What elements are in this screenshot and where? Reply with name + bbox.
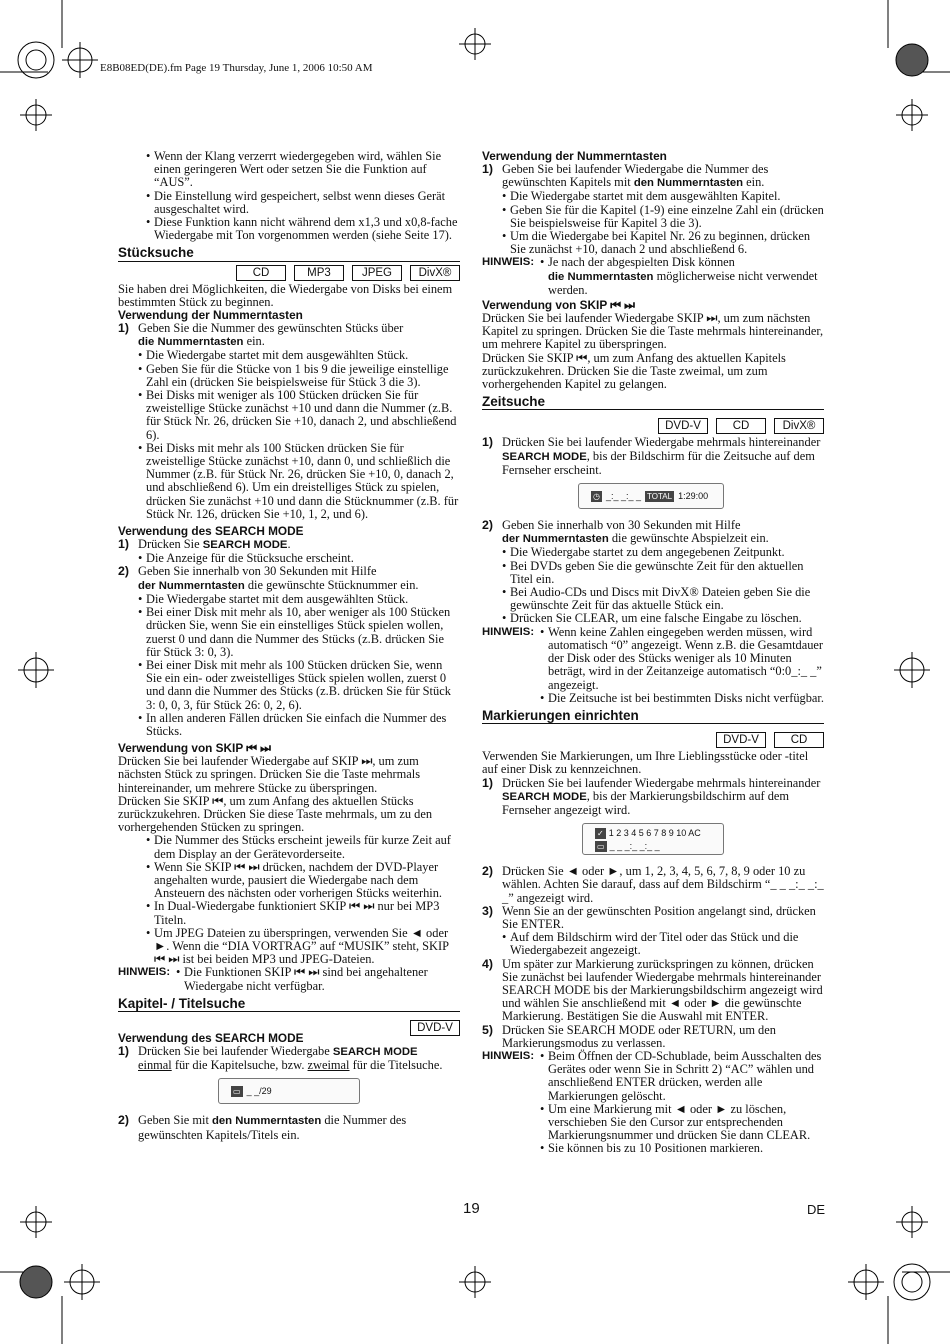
step: 1) Drücken Sie bei laufender Wiedergabe mehrmals hintereinander SEARCH MODE, bis der Bildschirm für die Zeitsuche auf dem Fernseher erscheint. [482, 435, 821, 477]
step: 1) Geben Sie die Nummer des gewünschten Stücks über die Nummerntasten ein. [118, 321, 404, 349]
section-title-stucksuche: Stücksuche [118, 246, 460, 261]
badge-cd: CD [774, 732, 824, 748]
subheading: Verwendung von SKIP ⏮ ⏭ [482, 298, 635, 313]
list-item: • Die Einstellung wird gespeichert, selbst wenn dieses Gerät ausgeschaltet wird. [146, 188, 446, 216]
chapter-icon: ▭ [233, 1086, 241, 1096]
list-item: • Um die Wiedergabe bei Kapitel Nr. 26 zu beginnen, drücken Sie zunächst +10, danach 2 und abschließend 6. [502, 229, 811, 257]
badge-jpeg: JPEG [352, 265, 402, 281]
stucksuche-intro: Sie haben drei Möglichkeiten, die Wiedergabe von Disks bei einem bestimmten Stück zu beginnen. [118, 281, 453, 309]
step: 1) Drücken Sie SEARCH MODE. [118, 537, 291, 552]
list-item: • Bei einer Disk mit mehr als 10, aber weniger als 100 Stücken drücken Sie, wenn Sie ein einstelliges Stück spielen wollen, zuerst 0 und dann die Nummer des Stücks (z.B. drücken Sie für Stück 3: 0, 3). [138, 605, 451, 659]
badge-cd: CD [236, 265, 286, 281]
badge-mp3: MP3 [294, 265, 344, 281]
step: 3) Wenn Sie an der gewünschten Position angelangt sind, drücken Sie ENTER. [482, 903, 816, 931]
list-item: • Bei Audio-CDs und Discs mit DivX® Dateien geben Sie die gewünschte Zeit für das aktuelle Stück ein. [502, 585, 811, 613]
file-info-header: E8B08ED(DE).fm Page 19 Thursday, June 1, 2006 10:50 AM [100, 62, 373, 74]
subheading: Verwendung des SEARCH MODE [118, 524, 304, 539]
badge-divx: DivX® [410, 265, 460, 281]
step: 1) Drücken Sie bei laufender Wiedergabe mehrmals hintereinander SEARCH MODE, bis der Markierungsbildschirm auf dem Fernseher angezeigt wird. [482, 775, 821, 817]
badge-dvd-v: DVD-V [410, 1020, 460, 1036]
hinweis-note: HINWEIS: • Beim Öffnen der CD-Schublade, beim Ausschalten des Gerätes oder wenn Sie in Schritt 2) “AC” wählen und anschließend ENTER drücken, werden alle Markierungen gelöscht. • Um eine Markierung mit ◄ oder ► zu löschen, verschieben Sie den Cursor zur entsprechenden Markierungsnummer und drücken Sie dann CLEAR. • Sie können bis zu 10 Positionen markieren. [482, 1048, 822, 1156]
language-code: DE [807, 1202, 826, 1217]
step: 1) Drücken Sie bei laufender Wiedergabe SEARCH MODE einmal für die Kapitelsuche, bzw. zweimal für die Titelsuche. [118, 1043, 443, 1073]
step: 2) Geben Sie innerhalb von 30 Sekunden mit Hilfe der Nummerntasten die gewünschte Stücknummer ein. [118, 564, 419, 592]
clock-icon: ◷ [593, 491, 600, 501]
list-item: • Die Wiedergabe startet mit dem ausgewählten Kapitel. [502, 189, 781, 204]
badge-dvd-v: DVD-V [716, 732, 766, 748]
title-icon: ▭ [597, 841, 605, 851]
step: 4) Um später zur Markierung zurückspringen zu können, drücken Sie zunächst bei laufender Wiedergabe mehrmals hintereinander SEARCH MODE bis der Markierungsbildschirm angezeigt wird und wählen Sie anschließend mit ◄ oder ► die gewünschte Markierung. Bestätigen Sie die Auswahl mit ENTER. [482, 956, 823, 1024]
subheading: Verwendung von SKIP ⏮ ⏭ [118, 741, 271, 756]
list-item: • Diese Funktion kann nicht während dem x1,3 und x0,8-fache Wiedergabe mit Ton vorgenommen werden (siehe Seite 17). [146, 215, 458, 243]
list-item: • Geben Sie für die Kapitel (1-9) eine einzelne Zahl ein (drücken Sie beispielsweise für Kapitel 3 die 3). [502, 202, 824, 230]
list-item: • Die Wiedergabe startet mit dem ausgewählten Stück. [138, 591, 409, 606]
bullet-list [502, 546, 824, 625]
list-item: • Bei Disks mit weniger als 100 Stücken drücken Sie für zweistellige Stücke zunächst +10 und dann die Nummer (z.B. für Stück Nr. 26, drücken Sie +10, danach 2, und abschließend 6). [138, 388, 457, 442]
marker-icon: ✓ [597, 828, 604, 838]
bullet-list [138, 349, 460, 521]
step: 1) Geben Sie bei laufender Wiedergabe die Nummer des gewünschten Kapitels mit den Nummerntasten ein. [482, 162, 769, 190]
list-item: • Auf dem Bildschirm wird der Titel oder das Stück und die Wiedergabezeit angezeigt. [502, 930, 799, 958]
step: 5) Drücken Sie SEARCH MODE oder RETURN, um den Markierungsmodus zu verlassen. [482, 1022, 776, 1050]
section-title-zeitsuche: Zeitsuche [482, 395, 824, 410]
disc-badges [482, 418, 824, 434]
subheading: Verwendung der Nummerntasten [118, 308, 303, 323]
list-item: • Bei DVDs geben Sie die gewünschte Zeit für den aktuellen Titel ein. [502, 558, 804, 586]
bullet-list [146, 834, 460, 966]
paragraph: Verwenden Sie Markierungen, um Ihre Lieblingsstücke oder -titel auf einer Disk zu kennzeichnen. [482, 749, 809, 777]
list-item: • Die Nummer des Stücks erscheint jeweils für kurze Zeit auf dem Display an der Gerätevorderseite. [146, 833, 451, 861]
list-item: • Die Anzeige für die Stücksuche erscheint. [138, 551, 354, 566]
list-item: • Die Wiedergabe startet zu dem angegebenen Zeitpunkt. [502, 545, 785, 560]
paragraph: Drücken Sie SKIP ⏮, um zum Anfang des aktuellen Stücks zurückzukehren. Drücken Sie diese Taste mehrmals, um zu den vorhergehenden Stücken zu springen. [118, 793, 433, 835]
subheading: Verwendung der Nummerntasten [482, 149, 667, 163]
page-number: 19 [463, 1200, 480, 1217]
step: 2) Geben Sie mit den Nummerntasten die Nummer des gewünschten Kapitels/Titels ein. [118, 1113, 407, 1142]
paragraph: Drücken Sie SKIP ⏮, um zum Anfang des aktuellen Kapitels zurückzukehren. Drücken Sie die Taste zweimal, um zum vorhergehenden Kapitel zu gelangen. [482, 350, 786, 392]
section-title-kapitel: Kapitel- / Titelsuche [118, 997, 460, 1012]
list-item: • Die Wiedergabe startet mit dem ausgewählten Stück. [138, 348, 409, 363]
time-search-screen: ◷ _:_ _:_ _ TOTAL 1:29:00 [578, 483, 724, 509]
intro-bullets [146, 150, 460, 242]
list-item: • Geben Sie für die Stücke von 1 bis 9 die jeweilige einstellige Zahl ein (drücken Sie beispielsweise für Stück 3 die 3). [138, 361, 449, 389]
badge-dvd-v: DVD-V [658, 418, 708, 434]
list-item: • Bei einer Disk mit mehr als 100 Stücken drücken Sie, wenn Sie ein ein- oder zweistelliges Stück spielen wollen, zuerst 0 und dann die Nummer des Stücks (z.B. drücken Sie für Stück 3: 0, 0, 3, für Stück 26: 0, 2, 6). [138, 657, 451, 712]
list-item: • Wenn Sie SKIP ⏮ ⏭ drücken, nachdem der DVD-Player angehalten wurde, pausiert die Wiedergabe nach dem Ansteuern des nächsten oder vorherigen Stücks weiterhin. [146, 859, 442, 901]
paragraph: Drücken Sie bei laufender Wiedergabe SKIP ⏭, um zum nächsten Kapitel zu springen. Drücken Sie die Taste mehrmals hintereinander, um mehrere Kapitel zu überspringen. [482, 311, 824, 352]
badge-divx: DivX® [774, 418, 824, 434]
right-column [482, 150, 824, 1156]
disc-badges [118, 265, 460, 281]
section-title-markierungen: Markierungen einrichten [482, 709, 824, 724]
badge-cd: CD [716, 418, 766, 434]
subheading: Verwendung des SEARCH MODE [118, 1030, 304, 1045]
list-item: • Bei Disks mit mehr als 100 Stücken drücken Sie für zweistellige Stücke zunächst +10, dann 0, und schließlich die Nummer (z.B. für Stück Nr. 26, drücken Sie +10, 0, danach 2, und abschließend 6). Um ein dreistelliges Stück zu spielen, drücken Sie zunächst +10 und dann die Stücknummer (z.B. für Stück Nr. 126, drücken Sie +10, 1, 2, und 6). [138, 440, 459, 521]
chapter-search-screen: ▭ _ _/29 [218, 1078, 360, 1104]
paragraph: Drücken Sie bei laufender Wiedergabe auf SKIP ⏭, um zum nächsten Stück zu springen. Drücken Sie die Taste mehrmals hintereinander, um mehrere Stücke zu überspringen. [118, 754, 421, 795]
marker-screen: ✓ 1 2 3 4 5 6 7 8 9 10 AC ▭ _ _ _:_ _:_ _ [582, 823, 724, 855]
list-item: • Um JPEG Dateien zu überspringen, verwenden Sie ◄ oder ►. Wenn die “DIA VORTRAG” auf “MUSIK” steht, SKIP ⏮ ⏭ ist bei beiden MP3 und JPEG-Dateien. [146, 925, 449, 967]
list-item: • Drücken Sie CLEAR, um eine falsche Eingabe zu löschen. [502, 611, 802, 626]
bullet-list [502, 190, 824, 256]
disc-badges [482, 732, 824, 748]
left-column [118, 150, 460, 1142]
step: 2) Geben Sie innerhalb von 30 Sekunden mit Hilfe der Nummerntasten die gewünschte Abspielzeit ein. [482, 518, 769, 546]
hinweis-note: HINWEIS: • Die Funktionen SKIP ⏮ ⏭ sind bei angehaltener Wiedergabe nicht verfügbar. [118, 965, 428, 993]
list-item: • In Dual-Wiedergabe funktioniert SKIP ⏮ ⏭ nur bei MP3 Titeln. [146, 899, 440, 927]
hinweis-note: HINWEIS: • Je nach der abgespielten Disk können die Nummerntasten möglicherweise nicht verwendet werden. [482, 255, 818, 297]
hinweis-note: HINWEIS: • Wenn keine Zahlen eingegeben werden müssen, wird automatisch “0” angezeigt. Wenn z.B. die Gesamtdauer der Disk oder des Stücks weniger als 10 Minuten beträgt, wird in der Zeitanzeige automatisch “0:0_:_ _” angezeigt. • Die Zeitsuche ist bei bestimmten Disks nicht verfügbar. [482, 624, 824, 705]
list-item: • Wenn der Klang verzerrt wiedergegeben wird, wählen Sie einen geringeren Wert oder setzen Sie die Funktion auf “AUS”. [146, 149, 442, 190]
step: 2) Drücken Sie ◄ oder ►, um 1, 2, 3, 4, 5, 6, 7, 8, 9 oder 10 zu wählen. Achten Sie darauf, dass auf dem Bildschirm “_ _ _:_ _:_ _” angezeigt wird. [482, 864, 824, 905]
bullet-list [138, 593, 460, 738]
list-item: • In allen anderen Fällen drücken Sie einfach die Nummer des Stücks. [138, 710, 447, 738]
